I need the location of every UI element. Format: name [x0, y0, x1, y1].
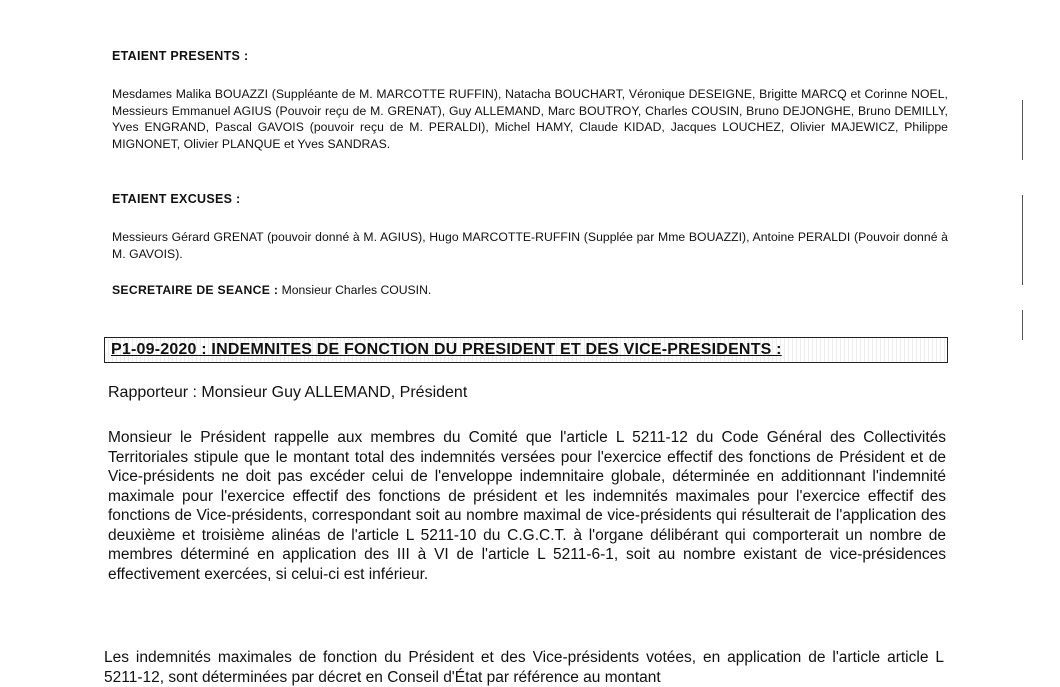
secretary-name: Monsieur Charles COUSIN. [281, 283, 432, 297]
secretary-line [112, 283, 431, 297]
present-list: Mesdames Malika BOUAZZI (Suppléante de M. MARCOTTE RUFFIN), Natacha BOUCHART, Véronique DESEIGNE, Brigitte MARCQ et Corinne NOEL, Messieurs Emmanuel AGIUS (Pouvoir reçu de M. GRENAT), Guy ALLEMAND, Marc BOUTROY, Charles COUSIN, Bruno DEJONGHE, Bruno DEMILLY, Yves ENGRAND, Pascal GAVOIS (pouvoir reçu de M. PERALDI), Michel HAMY, Claude KIDAD, Jacques LOUCHEZ, Olivier MAJEWICZ, Philippe MIGNONET, Olivier PLANQUE et Yves SANDRAS. [112, 87, 948, 151]
scan-edge-mark [1022, 310, 1023, 340]
motion-title: P1-09-2020 : INDEMNITES DE FONCTION DU PRESIDENT ET DES VICE-PRESIDENTS : [111, 341, 782, 358]
scan-edge-mark [1022, 195, 1023, 285]
present-heading: ETAIENT PRESENTS : [112, 49, 249, 63]
excused-list: Messieurs Gérard GRENAT (pouvoir donné à M. AGIUS), Hugo MARCOTTE-RUFFIN (Supplée par Mme BOUAZZI), Antoine PERALDI (Pouvoir donné à M. GAVOIS). [112, 230, 948, 261]
body-paragraph-2: Les indemnités maximales de fonction du Président et des Vice-présidents votées, en application de l'article article L 5211-12, sont déterminées par décret en Conseil d'État par référence au montant [104, 649, 944, 686]
motion-title-box [104, 337, 948, 363]
scan-edge-mark [1022, 100, 1023, 160]
rapporteur-line: Rapporteur : Monsieur Guy ALLEMAND, Président [108, 384, 468, 401]
excused-heading: ETAIENT EXCUSES : [112, 192, 241, 206]
body-paragraph-1: Monsieur le Président rappelle aux membres du Comité que l'article L 5211-12 du Code Général des Collectivités Territoriales stipule que le montant total des indemnités versées pour l'exercice effectif des fonctions de Président et de Vice-présidents ne doit pas excéder celui de l'enveloppe indemnitaire globale, déterminée en additionnant l'indemnité maximale pour l'exercice effectif des fonctions de président et les indemnités maximales pour l'exercice effectif des fonctions de Vice-présidents, correspondant soit au nombre maximal de vice-présidents qui résulterait de l'application des deuxième et troisième alinéas de l'article L 5211-10 du C.G.C.T. à l'organe délibérant qui comporterait un nombre de membres déterminé en application des III à VI de l'article L 5211-6-1, soit au nombre existant de vice-présidences effectivement exercées, si celui-ci est inférieur. [108, 429, 946, 583]
secretary-label: SECRETAIRE DE SEANCE : [112, 283, 279, 297]
